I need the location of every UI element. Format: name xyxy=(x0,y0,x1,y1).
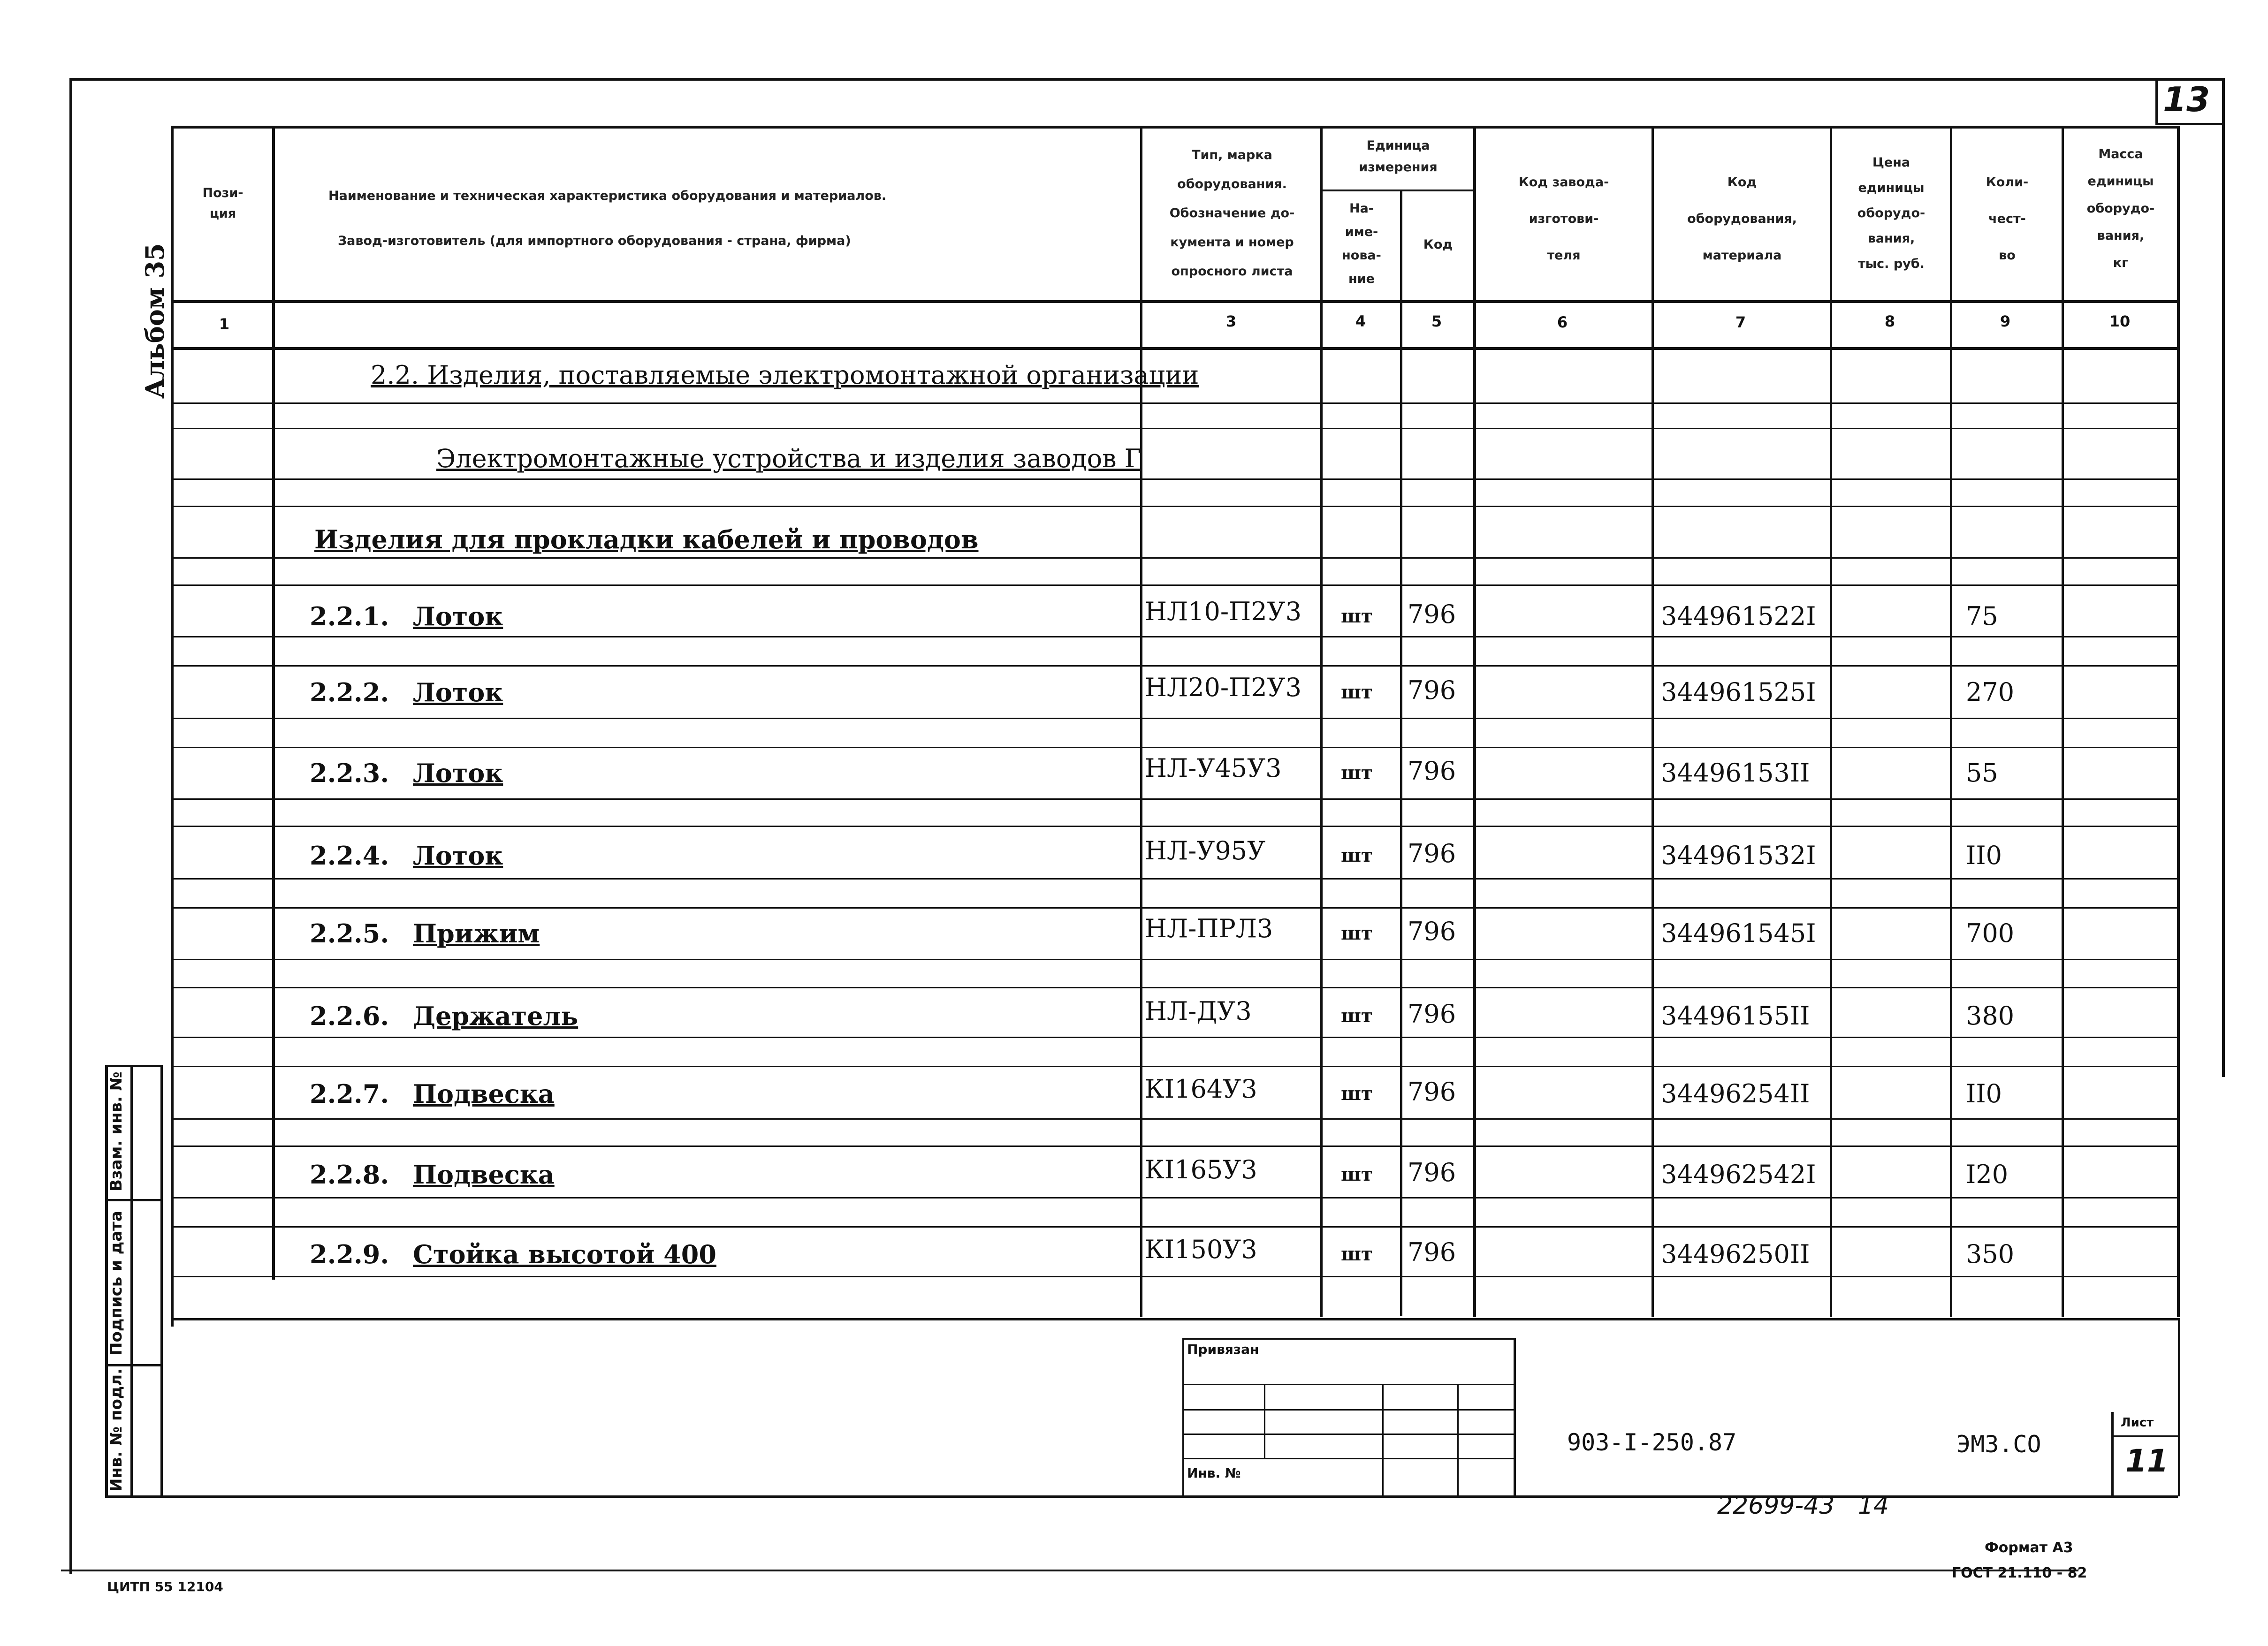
row-line xyxy=(171,557,2179,559)
item-name: Держатель xyxy=(413,1001,578,1031)
item-unit: шт xyxy=(1341,1005,1373,1027)
item-equipment-code: 344961532I xyxy=(1661,841,1816,870)
item-type: НЛ-У95У xyxy=(1145,836,1266,865)
row-line xyxy=(171,798,2179,800)
item-quantity: 380 xyxy=(1966,1001,2015,1031)
item-position: 2.2.3. xyxy=(310,758,389,788)
row-line xyxy=(171,1118,2179,1120)
header-equipment-code: Код оборудования, материала xyxy=(1687,175,1797,263)
item-position: 2.2.7. xyxy=(310,1079,389,1109)
item-unit-code: 796 xyxy=(1408,675,1456,705)
item-quantity: 55 xyxy=(1966,758,1998,788)
item-unit-code: 796 xyxy=(1408,599,1456,629)
item-type: КI164У3 xyxy=(1145,1074,1257,1104)
row-line xyxy=(171,1145,2179,1147)
header-mass: Масса единицы оборудо- вания, кг xyxy=(2086,147,2155,270)
item-position: 2.2.4. xyxy=(310,841,389,871)
header-factory-code: Код завода- изготови- теля xyxy=(1518,175,1609,263)
item-unit: шт xyxy=(1341,681,1373,703)
item-equipment-code: 344962542I xyxy=(1661,1160,1816,1189)
item-equipment-code: 344961525I xyxy=(1661,677,1816,707)
row-line xyxy=(171,907,2179,909)
item-position: 2.2.1. xyxy=(310,601,389,631)
item-quantity: II0 xyxy=(1966,1079,2002,1108)
item-name: Прижим xyxy=(413,918,540,948)
item-position: 2.2.8. xyxy=(310,1160,389,1190)
item-type: НЛ-ПРЛ3 xyxy=(1145,914,1273,943)
row-line xyxy=(171,636,2179,637)
row-line xyxy=(171,987,2179,988)
sheet-code: ЭМ3.СО xyxy=(1956,1431,2041,1458)
item-name: Подвеска xyxy=(413,1079,555,1109)
item-unit: шт xyxy=(1341,922,1373,944)
row-line xyxy=(171,478,2179,480)
item-unit-code: 796 xyxy=(1408,917,1456,946)
header-unit-name: На- име- нова- ние xyxy=(1342,201,1381,286)
item-type: КI150У3 xyxy=(1145,1235,1257,1264)
item-unit-code: 796 xyxy=(1408,1158,1456,1187)
colnum-7: 7 xyxy=(1735,313,1746,331)
item-type: НЛ-У45У3 xyxy=(1145,753,1282,783)
row-line xyxy=(171,402,2179,404)
page-number: 13 xyxy=(2163,80,2210,119)
side-sign-date: Подпись и дата xyxy=(107,1211,126,1356)
row-line xyxy=(171,428,2179,429)
item-quantity: 350 xyxy=(1966,1239,2015,1269)
item-unit-code: 796 xyxy=(1408,756,1456,786)
item-position: 2.2.2. xyxy=(310,677,389,707)
album-label: Альбом 35 xyxy=(140,243,170,399)
item-equipment-code: 344961545I xyxy=(1661,918,1816,948)
item-position: 2.2.6. xyxy=(310,1001,389,1031)
item-type: НЛ-ДУ3 xyxy=(1145,996,1252,1026)
header-price: Цена единицы оборудо- вания, тыс. руб. xyxy=(1857,155,1926,271)
row-line xyxy=(171,506,2179,507)
item-equipment-code: 34496254II xyxy=(1661,1079,1810,1108)
group-title: Изделия для прокладки кабелей и проводов xyxy=(314,524,979,554)
colnum-4: 4 xyxy=(1355,312,1366,330)
item-name: Лоток xyxy=(413,601,503,631)
colnum-8: 8 xyxy=(1884,312,1895,330)
item-unit-code: 796 xyxy=(1408,999,1456,1029)
row-line xyxy=(171,878,2179,880)
row-line xyxy=(171,1066,2179,1067)
item-type: НЛ20-П2У3 xyxy=(1145,673,1301,702)
frame-right xyxy=(2222,78,2225,1077)
side-replace-inv: Взам. инв. № xyxy=(107,1071,126,1191)
item-unit: шт xyxy=(1341,762,1373,784)
gost-label: ГОСТ 21.110 - 82 xyxy=(1952,1565,2087,1581)
row-line xyxy=(171,1226,2179,1228)
stamp-attached: Привязан xyxy=(1187,1342,1259,1357)
header-unit-group: Единица измерения xyxy=(1359,138,1438,174)
item-name: Стойка высотой 400 xyxy=(413,1239,716,1269)
item-name: Лоток xyxy=(413,677,503,707)
item-quantity: 75 xyxy=(1966,601,1998,631)
side-inv-sub: Инв. № подл. xyxy=(107,1368,126,1492)
row-line xyxy=(171,1276,2179,1277)
item-unit-code: 796 xyxy=(1408,1077,1456,1107)
row-line xyxy=(171,959,2179,960)
footer-left-code: ЦИТП 55 12104 xyxy=(107,1579,223,1594)
frame-top xyxy=(70,78,2224,81)
subsection-title: Электромонтажные устройства и изделия заводов Г xyxy=(436,444,1142,473)
item-type: КI165У3 xyxy=(1145,1155,1257,1184)
row-line xyxy=(171,826,2179,827)
header-unit-code: Код xyxy=(1423,237,1453,252)
header-quantity: Коли- чест- во xyxy=(1986,175,2029,263)
header-type: Тип, марка оборудования. Обозначение до- кумента и номер опросного листа xyxy=(1169,148,1295,279)
item-equipment-code: 34496153II xyxy=(1661,758,1810,788)
item-quantity: II0 xyxy=(1966,841,2002,870)
item-position: 2.2.5. xyxy=(310,918,389,948)
item-quantity: I20 xyxy=(1966,1160,2009,1189)
header-position: Пози- ция xyxy=(202,186,244,221)
doc-code: 903-I-250.87 xyxy=(1567,1429,1737,1456)
item-quantity: 700 xyxy=(1966,918,2015,948)
colnum-5: 5 xyxy=(1431,312,1442,330)
frame-left xyxy=(69,78,72,1574)
item-type: НЛ10-П2У3 xyxy=(1145,597,1301,626)
table-top-line xyxy=(171,126,2179,129)
item-unit: шт xyxy=(1341,844,1373,866)
item-equipment-code: 34496250II xyxy=(1661,1239,1810,1269)
row-line xyxy=(171,584,2179,586)
stamp-inv-no: Инв. № xyxy=(1187,1465,1241,1481)
item-equipment-code: 344961522I xyxy=(1661,601,1816,631)
row-line xyxy=(171,718,2179,719)
item-name: Подвеска xyxy=(413,1160,555,1190)
section-title: 2.2. Изделия, поставляемые электромонтажной организации xyxy=(371,360,1199,390)
item-unit-code: 796 xyxy=(1408,839,1456,868)
sheet-label: Лист xyxy=(2121,1416,2154,1430)
item-unit: шт xyxy=(1341,1163,1373,1185)
item-unit: шт xyxy=(1341,1083,1373,1105)
handwritten-number: 22699-43 14 xyxy=(1717,1492,1889,1520)
sheet-number: 11 xyxy=(2125,1443,2169,1479)
header-bottom-line xyxy=(171,300,2179,303)
colnum-3: 3 xyxy=(1225,312,1237,330)
item-unit-code: 796 xyxy=(1408,1237,1456,1267)
colnum-6: 6 xyxy=(1557,313,1568,331)
colnum-1: 1 xyxy=(219,315,230,333)
item-quantity: 270 xyxy=(1966,677,2015,707)
colnum-bottom-line xyxy=(171,347,2179,350)
item-position: 2.2.9. xyxy=(310,1239,389,1269)
item-name: Лоток xyxy=(413,841,503,871)
row-line xyxy=(171,1197,2179,1198)
item-unit: шт xyxy=(1341,605,1373,627)
row-line xyxy=(171,747,2179,748)
colnum-10: 10 xyxy=(2109,312,2131,330)
row-line xyxy=(171,1037,2179,1038)
header-name: Наименование и техническая характеристика оборудования и материалов. Завод-изготовитель (для импортного оборудования - страна, фирма) xyxy=(328,189,887,248)
colnum-9: 9 xyxy=(2000,312,2011,330)
item-name: Лоток xyxy=(413,758,503,788)
frame-bottom xyxy=(61,1570,2078,1571)
item-equipment-code: 34496155II xyxy=(1661,1001,1810,1031)
format-label: Формат А3 xyxy=(1985,1540,2073,1556)
row-line xyxy=(171,665,2179,667)
item-unit: шт xyxy=(1341,1243,1373,1265)
